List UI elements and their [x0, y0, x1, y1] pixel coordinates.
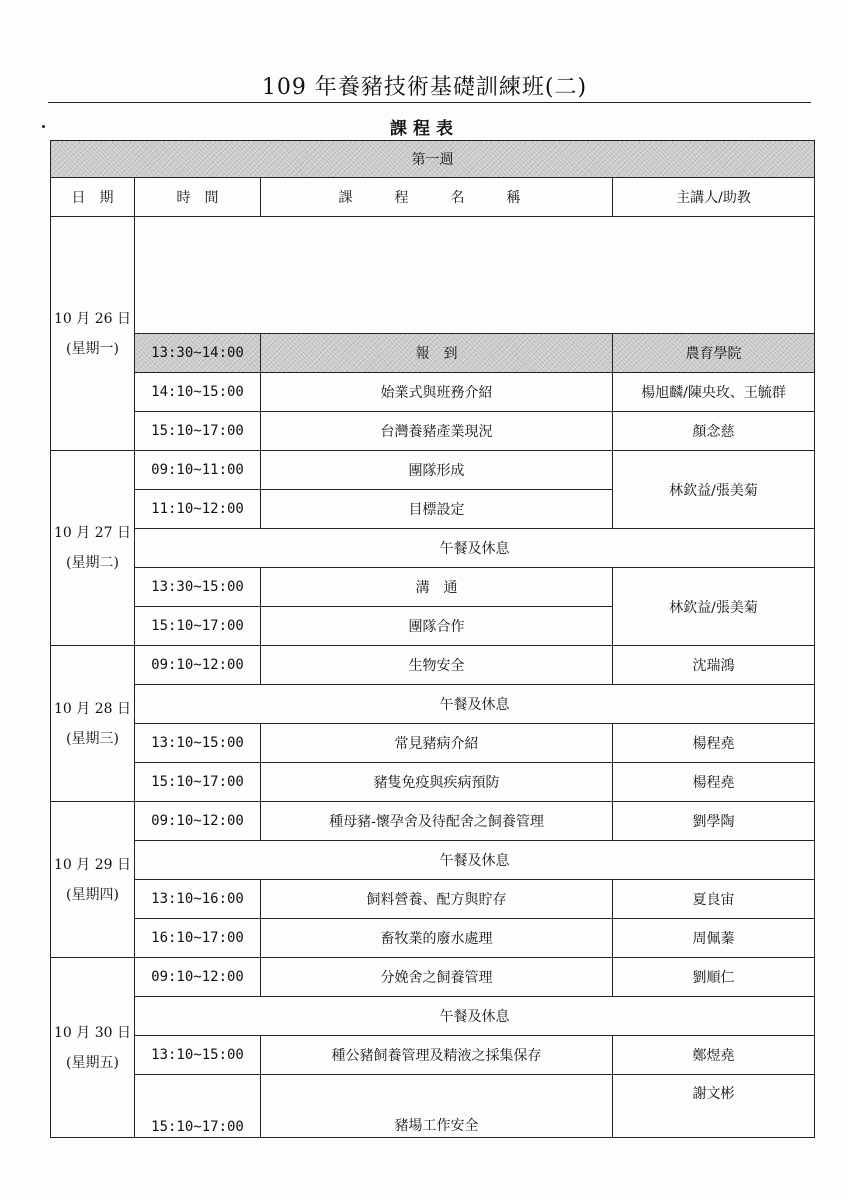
session-row — [51, 568, 815, 607]
session-row — [51, 412, 815, 451]
session-course: 常見豬病介紹 — [261, 724, 613, 763]
week-row — [51, 141, 815, 178]
blank-cell — [135, 217, 815, 334]
session-time: 09:10~12:00 — [135, 802, 261, 841]
session-row — [51, 763, 815, 802]
weekday-text: (星期五) — [66, 1054, 119, 1071]
lunch-row — [51, 529, 815, 568]
week-label: 第一週 — [51, 141, 815, 178]
lunch-row — [51, 841, 815, 880]
session-row — [51, 646, 815, 685]
session-time: 15:10~17:00 — [135, 763, 261, 802]
session-course: 目標設定 — [261, 490, 613, 529]
date-cell — [51, 958, 135, 1138]
session-lecturer: 夏良宙 — [613, 880, 815, 919]
session-course: 種母豬-懷孕舍及待配舍之飼養管理 — [261, 802, 613, 841]
header-time: 時 間 — [135, 178, 261, 217]
session-lecturer: 鄭煜堯 — [613, 1036, 815, 1075]
session-time: 09:10~12:00 — [135, 958, 261, 997]
session-time: 11:10~12:00 — [135, 490, 261, 529]
date-text: 10 月 27 日 — [54, 525, 131, 541]
session-lecturer: 沈瑞鴻 — [613, 646, 815, 685]
weekday-text: (星期二) — [66, 555, 119, 571]
session-row — [51, 1075, 815, 1138]
date-cell — [51, 646, 135, 802]
date-text: 10 月 28 日 — [54, 700, 131, 717]
session-time: 13:30~14:00 — [135, 334, 261, 373]
lunch-break: 午餐及休息 — [135, 685, 815, 724]
header-row — [51, 178, 815, 217]
session-course: 飼料營養、配方與貯存 — [261, 880, 613, 919]
lunch-row — [51, 685, 815, 724]
session-course: 畜牧業的廢水處理 — [261, 919, 613, 958]
session-time: 15:10~17:00 — [135, 1075, 261, 1138]
session-row — [51, 724, 815, 763]
session-course: 種公豬飼養管理及精液之採集保存 — [261, 1036, 613, 1075]
session-row — [51, 334, 815, 373]
session-lecturer: 謝文彬 — [613, 1075, 815, 1138]
session-lecturer: 顏念慈 — [613, 412, 815, 451]
session-lecturer: 林欽益/張美菊 — [613, 568, 815, 646]
session-time: 16:10~17:00 — [135, 919, 261, 958]
date-cell — [51, 217, 135, 451]
session-course: 報 到 — [261, 334, 613, 373]
session-row — [51, 958, 815, 997]
session-row — [51, 373, 815, 412]
session-lecturer: 劉學陶 — [613, 802, 815, 841]
session-row — [51, 451, 815, 490]
session-lecturer: 農育學院 — [613, 334, 815, 373]
session-time: 13:30~15:00 — [135, 568, 261, 607]
session-course: 團隊形成 — [261, 451, 613, 490]
schedule-table — [50, 140, 815, 1138]
session-course: 分娩舍之飼養管理 — [261, 958, 613, 997]
session-lecturer: 楊程堯 — [613, 724, 815, 763]
session-course: 豬隻免疫與疾病預防 — [261, 763, 613, 802]
session-lecturer: 劉順仁 — [613, 958, 815, 997]
session-row — [51, 802, 815, 841]
document-title: 109 年養豬技術基礎訓練班(二) — [261, 75, 588, 100]
date-text: 10 月 26 日 — [54, 310, 131, 327]
session-course: 溝 通 — [261, 568, 613, 607]
date-cell — [51, 802, 135, 958]
date-text: 10 月 30 日 — [54, 1024, 131, 1041]
lunch-break: 午餐及休息 — [135, 529, 815, 568]
session-course: 始業式與班務介紹 — [261, 373, 613, 412]
session-time: 13:10~15:00 — [135, 724, 261, 763]
session-lecturer: 林欽益/張美菊 — [613, 451, 815, 529]
session-time: 13:10~15:00 — [135, 1036, 261, 1075]
weekday-text: (星期三) — [66, 730, 119, 747]
session-row — [51, 880, 815, 919]
weekday-text: (星期一) — [66, 340, 119, 357]
session-lecturer: 楊旭麟/陳央玫、王毓群 — [613, 373, 815, 412]
document-subtitle: 課程表 — [390, 119, 459, 139]
session-course: 豬場工作安全 — [261, 1075, 613, 1138]
session-lecturer: 楊程堯 — [613, 763, 815, 802]
header-course: 課 程 名 稱 — [261, 178, 613, 217]
date-cell — [51, 451, 135, 646]
session-course: 台灣養豬產業現況 — [261, 412, 613, 451]
session-course: 生物安全 — [261, 646, 613, 685]
day-row — [51, 217, 815, 334]
session-lecturer: 周佩蓁 — [613, 919, 815, 958]
title-rule — [48, 102, 811, 103]
weekday-text: (星期四) — [66, 886, 119, 903]
session-row — [51, 1036, 815, 1075]
session-row — [51, 919, 815, 958]
header-date: 日 期 — [51, 178, 135, 217]
session-time: 13:10~16:00 — [135, 880, 261, 919]
lunch-break: 午餐及休息 — [135, 841, 815, 880]
session-time: 09:10~12:00 — [135, 646, 261, 685]
session-time: 15:10~17:00 — [135, 412, 261, 451]
session-course: 團隊合作 — [261, 607, 613, 646]
date-text: 10 月 29 日 — [54, 856, 131, 873]
lunch-break: 午餐及休息 — [135, 997, 815, 1036]
header-lecturer: 主講人/助教 — [613, 178, 815, 217]
session-time: 14:10~15:00 — [135, 373, 261, 412]
lunch-row — [51, 997, 815, 1036]
session-time: 15:10~17:00 — [135, 607, 261, 646]
session-time: 09:10~11:00 — [135, 451, 261, 490]
